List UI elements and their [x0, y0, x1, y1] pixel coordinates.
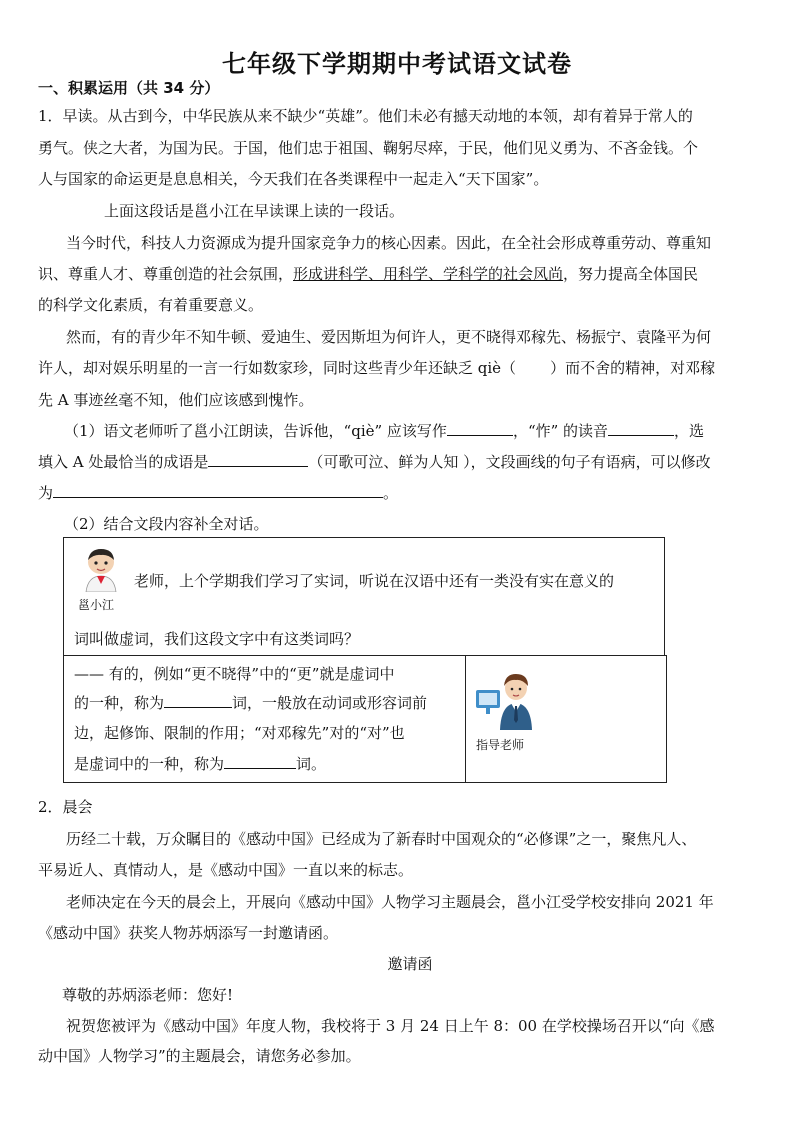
q1-line-7: 的科学文化素质，有着重要意义。 — [38, 296, 264, 314]
sub-q3-text-a: 为 — [38, 484, 54, 502]
q1-line-9a: 许人，却对娱乐明星的一言一行如数家珍，同时这些青少年还缺乏 qiè（ — [38, 359, 517, 377]
teacher-line-2 — [74, 693, 464, 713]
student-line-1: 老师，上个学期我们学习了实词，听说在汉语中还有一类没有实在意义的 — [134, 572, 615, 590]
q1-line-9b: ）而不舍的精神，对邓稼 — [550, 359, 716, 377]
sub-q1-text-b: ，“怍” 的读音 — [512, 422, 609, 440]
q1-line-2: 勇气。侠之大者，为国为民。于国，他们忠于祖国、鞠躬尽瘁，于民，他们见义勇为、不吝金钱。个 — [38, 139, 699, 157]
q2-para-2b: 《感动中国》获奖人物苏炳添写一封邀请函。 — [38, 924, 339, 942]
sub-q1-line-1 — [64, 421, 784, 441]
letter-title: 邀请函 — [387, 955, 433, 973]
teacher-dialog-box — [63, 655, 467, 783]
teacher-line-4a: 是虚词中的一种，称为 — [74, 755, 225, 773]
q2-para-1a: 历经二十载，万众瞩目的《感动中国》已经成为了新春时中国观众的“必修课”之一，聚焦凡人、 — [66, 830, 697, 848]
q1-line-4: 上面这段话是邕小江在早读课上读的一段话。 — [104, 202, 405, 220]
section-heading: 一、积累运用（共 34 分） — [38, 79, 220, 97]
answer-blank-revision[interactable] — [53, 483, 383, 498]
q2-heading: 2．晨会 — [38, 798, 93, 816]
student-avatar-icon — [80, 546, 122, 592]
answer-blank-zuo[interactable] — [608, 421, 674, 436]
q1-line-5: 当今时代，科技人力资源成为提升国家竞争力的核心因素。因此，在全社会形成尊重劳动、尊重知 — [66, 234, 712, 252]
answer-blank-preposition[interactable] — [224, 754, 296, 769]
q1-line-6a: 识、尊重人才、尊重创造的社会氛围， — [38, 265, 294, 283]
teacher-line-1: —— 有的，例如“更不晓得”中的“更”就是虚词中 — [74, 665, 395, 683]
q1-line-10: 先 A 事迹丝毫不知，他们应该感到愧怍。 — [38, 391, 314, 409]
q1-line-9 — [38, 358, 758, 378]
sub-q2-text-a: 填入 A 处最恰当的成语是 — [38, 453, 209, 471]
q1-line-6 — [38, 264, 758, 284]
q1-line-1: 1．早读。从古到今，中华民族从来不缺少“英雄”。他们未必有撼天动地的本领，却有着异于常人的 — [38, 107, 693, 125]
page-title: 七年级下学期期中考试语文试卷 — [222, 50, 572, 78]
teacher-avatar-box — [465, 655, 667, 783]
student-dialog-box — [63, 537, 665, 657]
sub-q2-text-b: （可歌可泣、鲜为人知 ），文段画线的句子有语病，可以修改 — [308, 453, 711, 471]
letter-body-2: 动中国》人物学习”的主题晨会，请您务必参加。 — [38, 1047, 361, 1065]
sub-q1-text-c: ，选 — [674, 422, 705, 440]
teacher-name: 指导老师 — [476, 738, 525, 752]
sub-q1-text-a: （1）语文老师听了邕小江朗读，告诉他，“qiè” 应该写作 — [64, 422, 447, 440]
teacher-line-2b: 词，一般放在动词或形容词前 — [232, 694, 428, 712]
teacher-line-3: 边，起修饰、限制的作用；“对邓稼先”对的“对”也 — [74, 724, 405, 742]
teacher-line-4 — [74, 754, 464, 774]
answer-blank-adverb[interactable] — [164, 693, 232, 708]
student-line-2: 词叫做虚词，我们这段文字中有这类词吗？ — [74, 630, 360, 648]
sub-q1-line-3 — [38, 483, 758, 503]
q2-para-1b: 平易近人、真情动人，是《感动中国》一直以来的标志。 — [38, 861, 414, 879]
teacher-avatar-icon — [474, 668, 540, 730]
answer-blank-idiom[interactable] — [208, 452, 308, 467]
q1-line-3: 人与国家的命运更是息息相关，今天我们在各类课程中一起走入“天下国家”。 — [38, 170, 549, 188]
sub-q1-line-2 — [38, 452, 758, 472]
q1-line-6c: ，努力提高全体国民 — [563, 265, 699, 283]
teacher-line-4b: 词。 — [296, 755, 327, 773]
underlined-sentence: 形成讲科学、用科学、学科学的社会风尚 — [293, 265, 564, 283]
sub-question-2: （2）结合文段内容补全对话。 — [64, 515, 269, 533]
letter-body-1: 祝贺您被评为《感动中国》年度人物，我校将于 3 月 24 日上午 8：00 在学校操场召开以“向《感 — [66, 1017, 715, 1035]
student-name: 邕小江 — [78, 598, 115, 612]
teacher-line-2a: 的一种，称为 — [74, 694, 165, 712]
sub-q3-text-b: 。 — [383, 484, 399, 502]
q1-line-8: 然而，有的青少年不知牛顿、爱迪生、爱因斯坦为何许人，更不晓得邓稼先、杨振宁、袁隆平为何 — [66, 328, 712, 346]
letter-greeting: 尊敬的苏炳添老师：您好! — [62, 986, 234, 1004]
answer-blank-qie[interactable] — [447, 421, 513, 436]
q2-para-2a: 老师决定在今天的晨会上，开展向《感动中国》人物学习主题晨会，邕小江受学校安排向 2021 年 — [66, 893, 714, 911]
